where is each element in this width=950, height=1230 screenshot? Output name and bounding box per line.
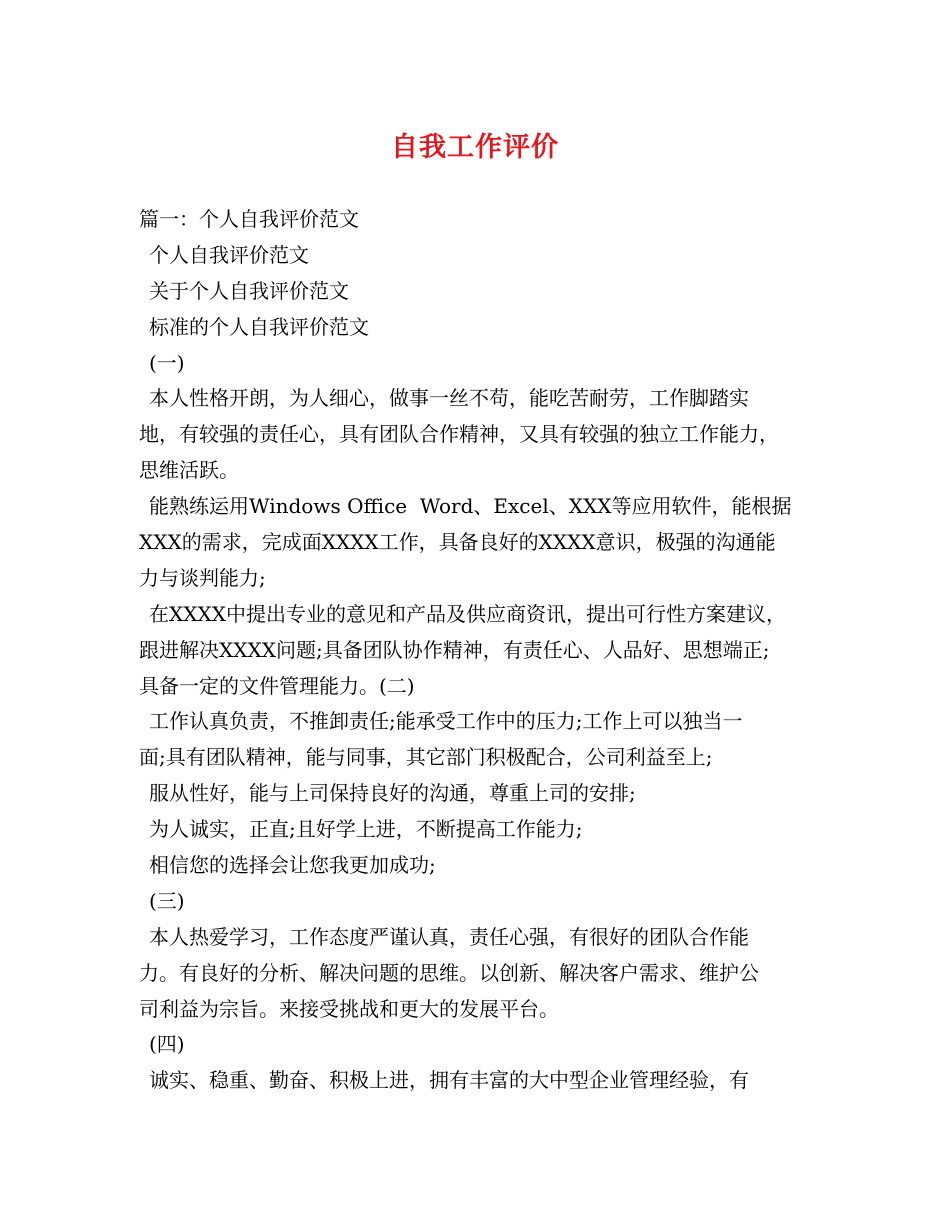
document-body bbox=[139, 202, 813, 1099]
body-line: 为人诚实，正直;且好学上进，不断提高工作能力; bbox=[149, 817, 583, 842]
body-line: 个人自我评价范文 bbox=[149, 242, 309, 267]
body-line: 在XXXX中提出专业的意见和产品及供应商资讯，提出可行性方案建议， bbox=[149, 601, 786, 626]
document-title: 自我工作评价 bbox=[391, 132, 559, 163]
body-line: 跟进解决XXXX问题;具备团队协作精神，有责任心、人品好、思想端正; bbox=[139, 637, 770, 662]
body-line: (三) bbox=[149, 888, 185, 913]
body-line: 能熟练运用Windows Office Word、Excel、XXX等应用软件，能根据 bbox=[149, 494, 792, 519]
body-line: 关于个人自我评价范文 bbox=[149, 278, 349, 303]
body-line: 本人热爱学习，工作态度严谨认真，责任心强，有很好的团队合作能 bbox=[149, 924, 749, 949]
body-line: (四) bbox=[149, 1032, 185, 1057]
body-line: 工作认真负责，不推卸责任;能承受工作中的压力;工作上可以独当一 bbox=[149, 709, 743, 734]
body-line: 本人性格开朗，为人细心，做事一丝不苟，能吃苦耐劳，工作脚踏实 bbox=[149, 386, 749, 411]
body-line: 力与谈判能力; bbox=[139, 565, 266, 590]
body-line: XXX的需求，完成面XXXX工作，具备良好的XXXX意识，极强的沟通能 bbox=[139, 530, 776, 555]
body-line: 地，有较强的责任心，具有团队合作精神，又具有较强的独立工作能力， bbox=[139, 422, 779, 447]
body-line: 具备一定的文件管理能力。(二) bbox=[139, 673, 415, 698]
body-line: 标准的个人自我评价范文 bbox=[149, 314, 369, 339]
body-line: 服从性好，能与上司保持良好的沟通，尊重上司的安排; bbox=[149, 781, 636, 806]
body-line: (一) bbox=[149, 350, 185, 375]
body-line: 诚实、稳重、勤奋、积极上进，拥有丰富的大中型企业管理经验，有 bbox=[149, 1068, 749, 1093]
body-line: 面;具有团队精神，能与同事，其它部门积极配合，公司利益至上; bbox=[139, 745, 713, 770]
body-line: 篇一：个人自我评价范文 bbox=[139, 207, 359, 231]
body-line: 司利益为宗旨。来接受挑战和更大的发展平台。 bbox=[139, 996, 559, 1021]
body-line: 思维活跃。 bbox=[139, 458, 239, 483]
body-line: 相信您的选择会让您我更加成功; bbox=[149, 853, 436, 878]
body-line: 力。有良好的分析、解决问题的思维。以创新、解决客户需求、维护公 bbox=[139, 960, 759, 985]
